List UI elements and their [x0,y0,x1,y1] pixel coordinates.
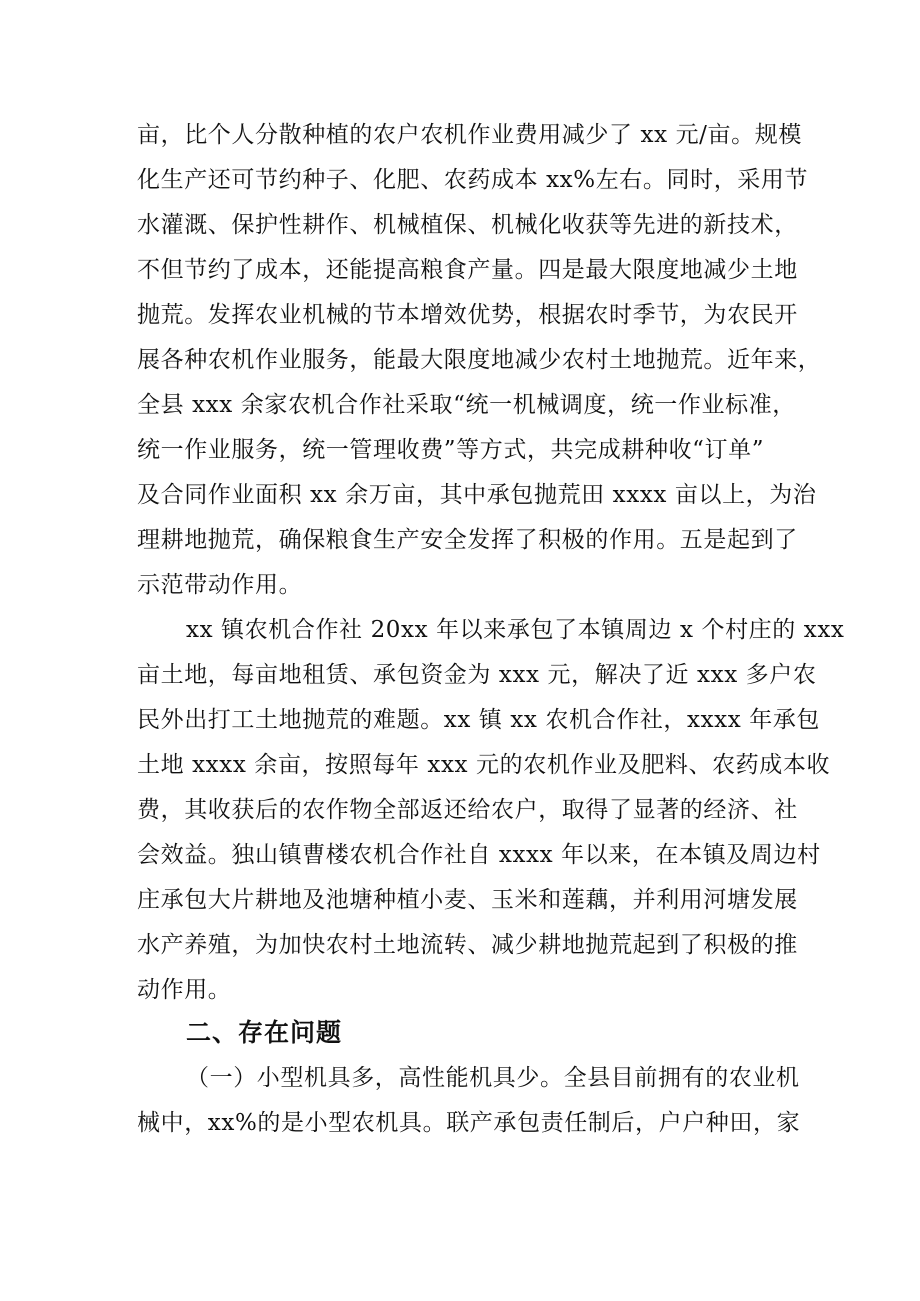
paragraph-1-line-3: 水灌溉、保护性耕作、机械植保、机械化收获等先进的新技术， [137,212,798,238]
paragraph-1-line-11: 示范带动作用。 [137,572,303,598]
section-heading: 二、存在问题 [186,1018,343,1047]
paragraph-2-line-2: 亩土地，每亩地租赁、承包资金为 xxx 元，解决了近 xxx 多户农 [137,662,817,688]
paragraph-2-line-7: 庄承包大片耕地及池塘种植小麦、玉米和莲藕，并利用河塘发展 [137,887,798,913]
paragraph-2-line-5: 费，其收获后的农作物全部返还给农户，取得了显著的经济、社 [137,797,798,823]
paragraph-1-line-10: 理耕地抛荒，确保粮食生产安全发挥了积极的作用。五是起到了 [137,527,798,553]
paragraph-1-line-4: 不但节约了成本，还能提高粮食产量。四是最大限度地减少土地 [137,257,798,283]
paragraph-1-line-9: 及合同作业面积 xx 余万亩，其中承包抛荒田 xxxx 亩以上，为治 [137,482,817,508]
paragraph-1-line-2: 化生产还可节约种子、化肥、农药成本 xx%左右。同时，采用节 [137,167,809,193]
paragraph-3-line-2: 械中，xx%的是小型农机具。联产承包责任制后，户户种田，家 [137,1110,801,1136]
paragraph-2-line-8: 水产养殖，为加快农村土地流转、减少耕地抛荒起到了积极的推 [137,932,798,958]
paragraph-1-line-7: 全县 xxx 余家农机合作社采取“统一机械调度，统一作业标准， [137,392,796,418]
paragraph-1-line-6: 展各种农机作业服务，能最大限度地减少农村土地抛荒。近年来， [137,347,822,373]
paragraph-2-line-4: 土地 xxxx 余亩，按照每年 xxx 元的农机作业及肥料、农药成本收 [137,752,831,778]
paragraph-1-line-5: 抛荒。发挥农业机械的节本增效优势，根据农时季节，为农民开 [137,302,798,328]
paragraph-3-line-1: （一）小型机具多，高性能机具少。全县目前拥有的农业机 [186,1065,800,1091]
paragraph-2-line-3: 民外出打工土地抛荒的难题。xx 镇 xx 农机合作社，xxxx 年承包 [137,707,821,733]
paragraph-2-line-9: 动作用。 [137,977,232,1003]
paragraph-2-line-1: xx 镇农机合作社 20xx 年以来承包了本镇周边 x 个村庄的 xxx [186,617,845,643]
paragraph-2-line-6: 会效益。独山镇曹楼农机合作社自 xxxx 年以来，在本镇及周边村 [137,842,821,868]
paragraph-1-line-8: 统一作业服务，统一管理收费”等方式，共完成耕种收“订单” [137,437,765,463]
paragraph-1-line-1: 亩，比个人分散种植的农户农机作业费用减少了 xx 元/亩。规模 [137,122,802,148]
